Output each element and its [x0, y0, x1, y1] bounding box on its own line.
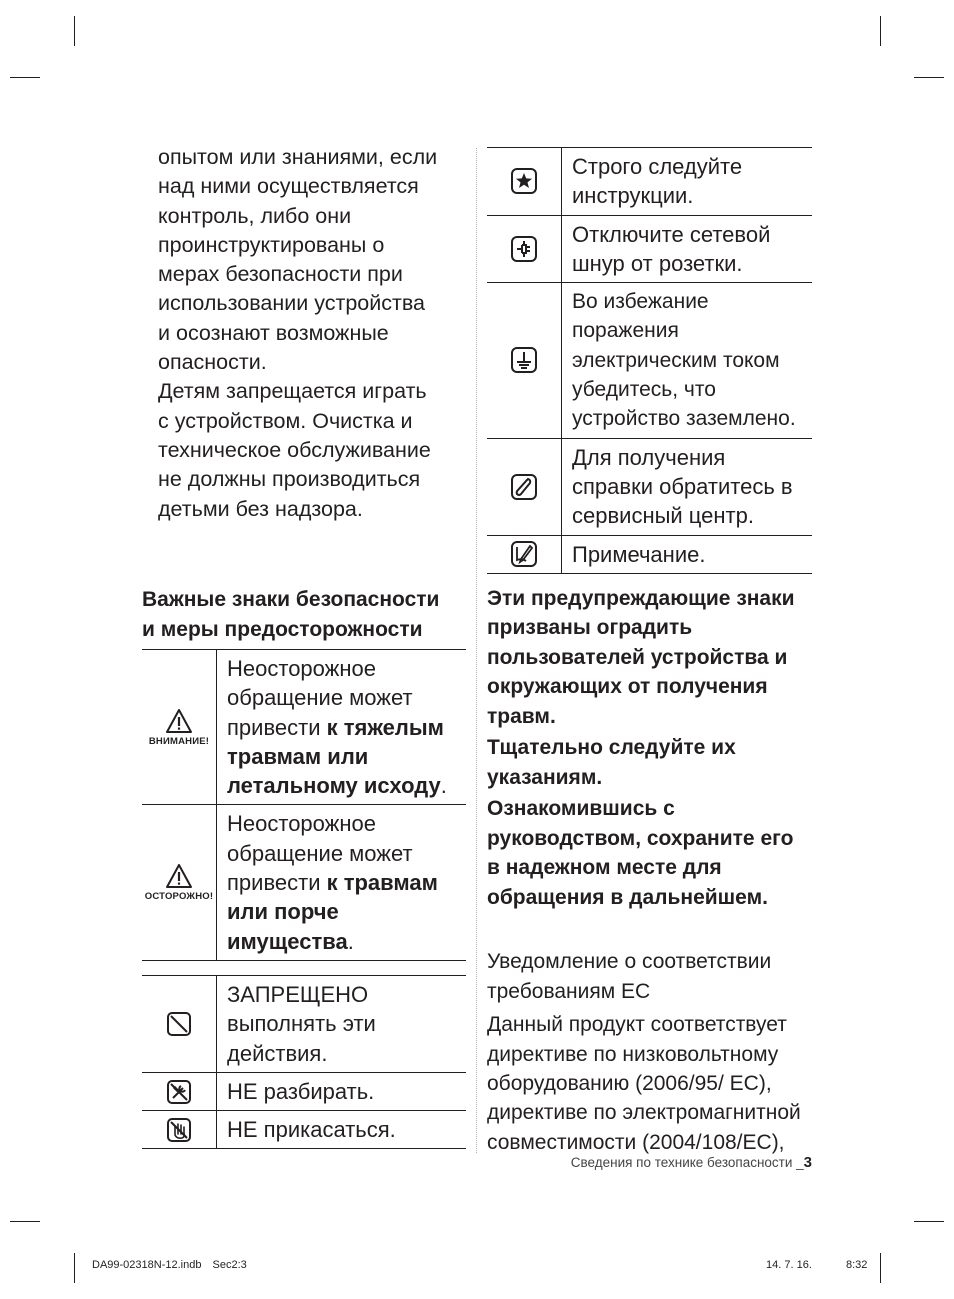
page-footer: [571, 1154, 812, 1171]
crop-mark: [880, 1253, 881, 1283]
warning-icon-cell: [142, 650, 217, 805]
ec-title: Уведомление о соответствии требованиям ЕС: [487, 950, 772, 1003]
column-separator: [476, 148, 477, 1153]
instruction-text: Во избежание поражения электрическим током убедитесь, что устройство заземлено.: [562, 283, 813, 438]
instruction-row: [487, 215, 812, 283]
intro-line: контроль, либо они: [158, 203, 352, 228]
prohibition-row: [142, 1111, 466, 1149]
right-column: [487, 147, 812, 1157]
prohibition-icon-cell: [142, 1111, 217, 1149]
instruction-text: Для получения справки обратитесь в сервисный центр.: [562, 438, 813, 535]
notice-paragraph: Эти предупреждающие знаки призваны оградить пользователей устройства и окружающих от получения травм.: [487, 586, 795, 728]
slug-file: DA99-02318N-12.indb: [92, 1259, 202, 1271]
prohibition-icon-cell: [142, 975, 217, 1072]
instruction-row: [487, 148, 812, 216]
caution-triangle-icon: [165, 863, 193, 889]
caution-row: [142, 805, 466, 960]
notice-paragraph: Тщательно следуйте их указаниям.: [487, 736, 736, 789]
prohibition-row: [142, 1072, 466, 1110]
prohibition-icon-cell: [142, 1072, 217, 1110]
caution-icon-cell: [142, 805, 217, 960]
warning-text: [217, 650, 467, 805]
instruction-row: [487, 535, 812, 573]
instruction-table: [487, 147, 812, 574]
prohibition-text: ЗАПРЕЩЕНО выполнять эти действия.: [217, 975, 467, 1072]
instruction-text: Примечание.: [562, 535, 813, 573]
note-icon: [510, 540, 538, 568]
intro-line: над ними осуществляется: [158, 174, 419, 199]
slug-sec: Sec2:3: [212, 1259, 247, 1271]
section-title-line: Важные знаки безопасности: [142, 588, 440, 611]
intro-line: Детям запрещается играть: [158, 379, 427, 404]
intro-line: детьми без надзора.: [158, 496, 363, 521]
warning-row: [142, 650, 466, 805]
do-not-disassemble-icon: [166, 1079, 192, 1105]
prohibition-row: [142, 975, 466, 1072]
slug-time: 8:32: [846, 1259, 868, 1271]
instruction-row: [487, 283, 812, 438]
instruction-icon-cell: [487, 438, 562, 535]
crop-mark: [10, 1221, 40, 1222]
warning-triangle-icon: [165, 708, 193, 734]
caution-label: ОСТОРОЖНО!: [144, 891, 214, 903]
intro-paragraph: [158, 143, 458, 524]
warning-text-bold: к тяжелым травмам или летальному исходу: [227, 714, 444, 799]
instruction-icon-cell: [487, 535, 562, 573]
warning-notice: [487, 584, 812, 913]
page-number: 3: [803, 1154, 812, 1171]
intro-line: мерах безопасности при: [158, 262, 403, 287]
crop-mark: [880, 16, 881, 46]
warning-text-end: .: [440, 773, 447, 799]
prohibited-icon: [166, 1011, 192, 1037]
follow-instructions-icon: [510, 167, 538, 195]
caution-text-bold: к травмам или порче имущества: [227, 870, 438, 954]
crop-mark: [10, 77, 40, 78]
prohibition-text: НЕ прикасаться.: [217, 1111, 467, 1149]
section-title-line: и меры предосторожности: [142, 617, 423, 641]
prohibition-text: НЕ разбирать.: [217, 1072, 467, 1110]
intro-line: с устройством. Очистка и: [158, 408, 413, 433]
warning-label: ВНИМАНИЕ!: [148, 735, 210, 747]
warning-text-plain: Неосторожное обращение может привести: [227, 656, 413, 740]
warning-table: [142, 649, 466, 961]
print-slug: [92, 1259, 872, 1271]
intro-line: техническое обслуживание: [158, 437, 431, 462]
intro-line: использовании устройства: [158, 291, 425, 316]
caution-text-end: .: [347, 928, 354, 954]
slug-date: 14. 7. 16.: [766, 1259, 812, 1271]
notice-paragraph: Ознакомившись с руководством, сохраните его в надежном месте для обращения в дальнейшем.: [487, 797, 794, 909]
instruction-text: Строго следуйте инструкции.: [562, 148, 813, 216]
intro-line: опасности.: [158, 350, 267, 375]
caution-text: [217, 805, 467, 960]
prohibition-table: [142, 975, 466, 1149]
do-not-touch-icon: [166, 1117, 192, 1143]
unplug-icon: [510, 235, 538, 263]
caution-text-plain: Неосторожное обращение может привести: [227, 811, 413, 896]
instruction-text: Отключите сетевой шнур от розетки.: [562, 215, 813, 283]
instruction-icon-cell: [487, 283, 562, 438]
ec-text: Данный продукт соответствует директиве по низковольтному оборудованию (2006/95/ ЕС), директиве по электромагнитной совместимости (2004/108/ЕС),: [487, 1013, 801, 1154]
ground-icon: [510, 346, 538, 374]
intro-line: и осознают возможные: [158, 320, 389, 345]
intro-line: проинструктированы о: [158, 232, 385, 257]
phone-icon: [510, 473, 538, 501]
crop-mark: [914, 1221, 944, 1222]
instruction-icon-cell: [487, 215, 562, 283]
instruction-icon-cell: [487, 148, 562, 216]
crop-mark: [914, 77, 944, 78]
safety-section: [142, 585, 467, 1149]
crop-mark: [74, 1253, 75, 1283]
instruction-row: [487, 438, 812, 535]
intro-line: опытом или знаниями, если: [158, 145, 438, 169]
intro-line: не должны производиться: [158, 467, 421, 492]
footer-section-label: Сведения по технике безопасности _: [570, 1155, 804, 1170]
left-column: [158, 143, 458, 524]
crop-mark: [74, 16, 75, 46]
section-title: [142, 585, 467, 644]
